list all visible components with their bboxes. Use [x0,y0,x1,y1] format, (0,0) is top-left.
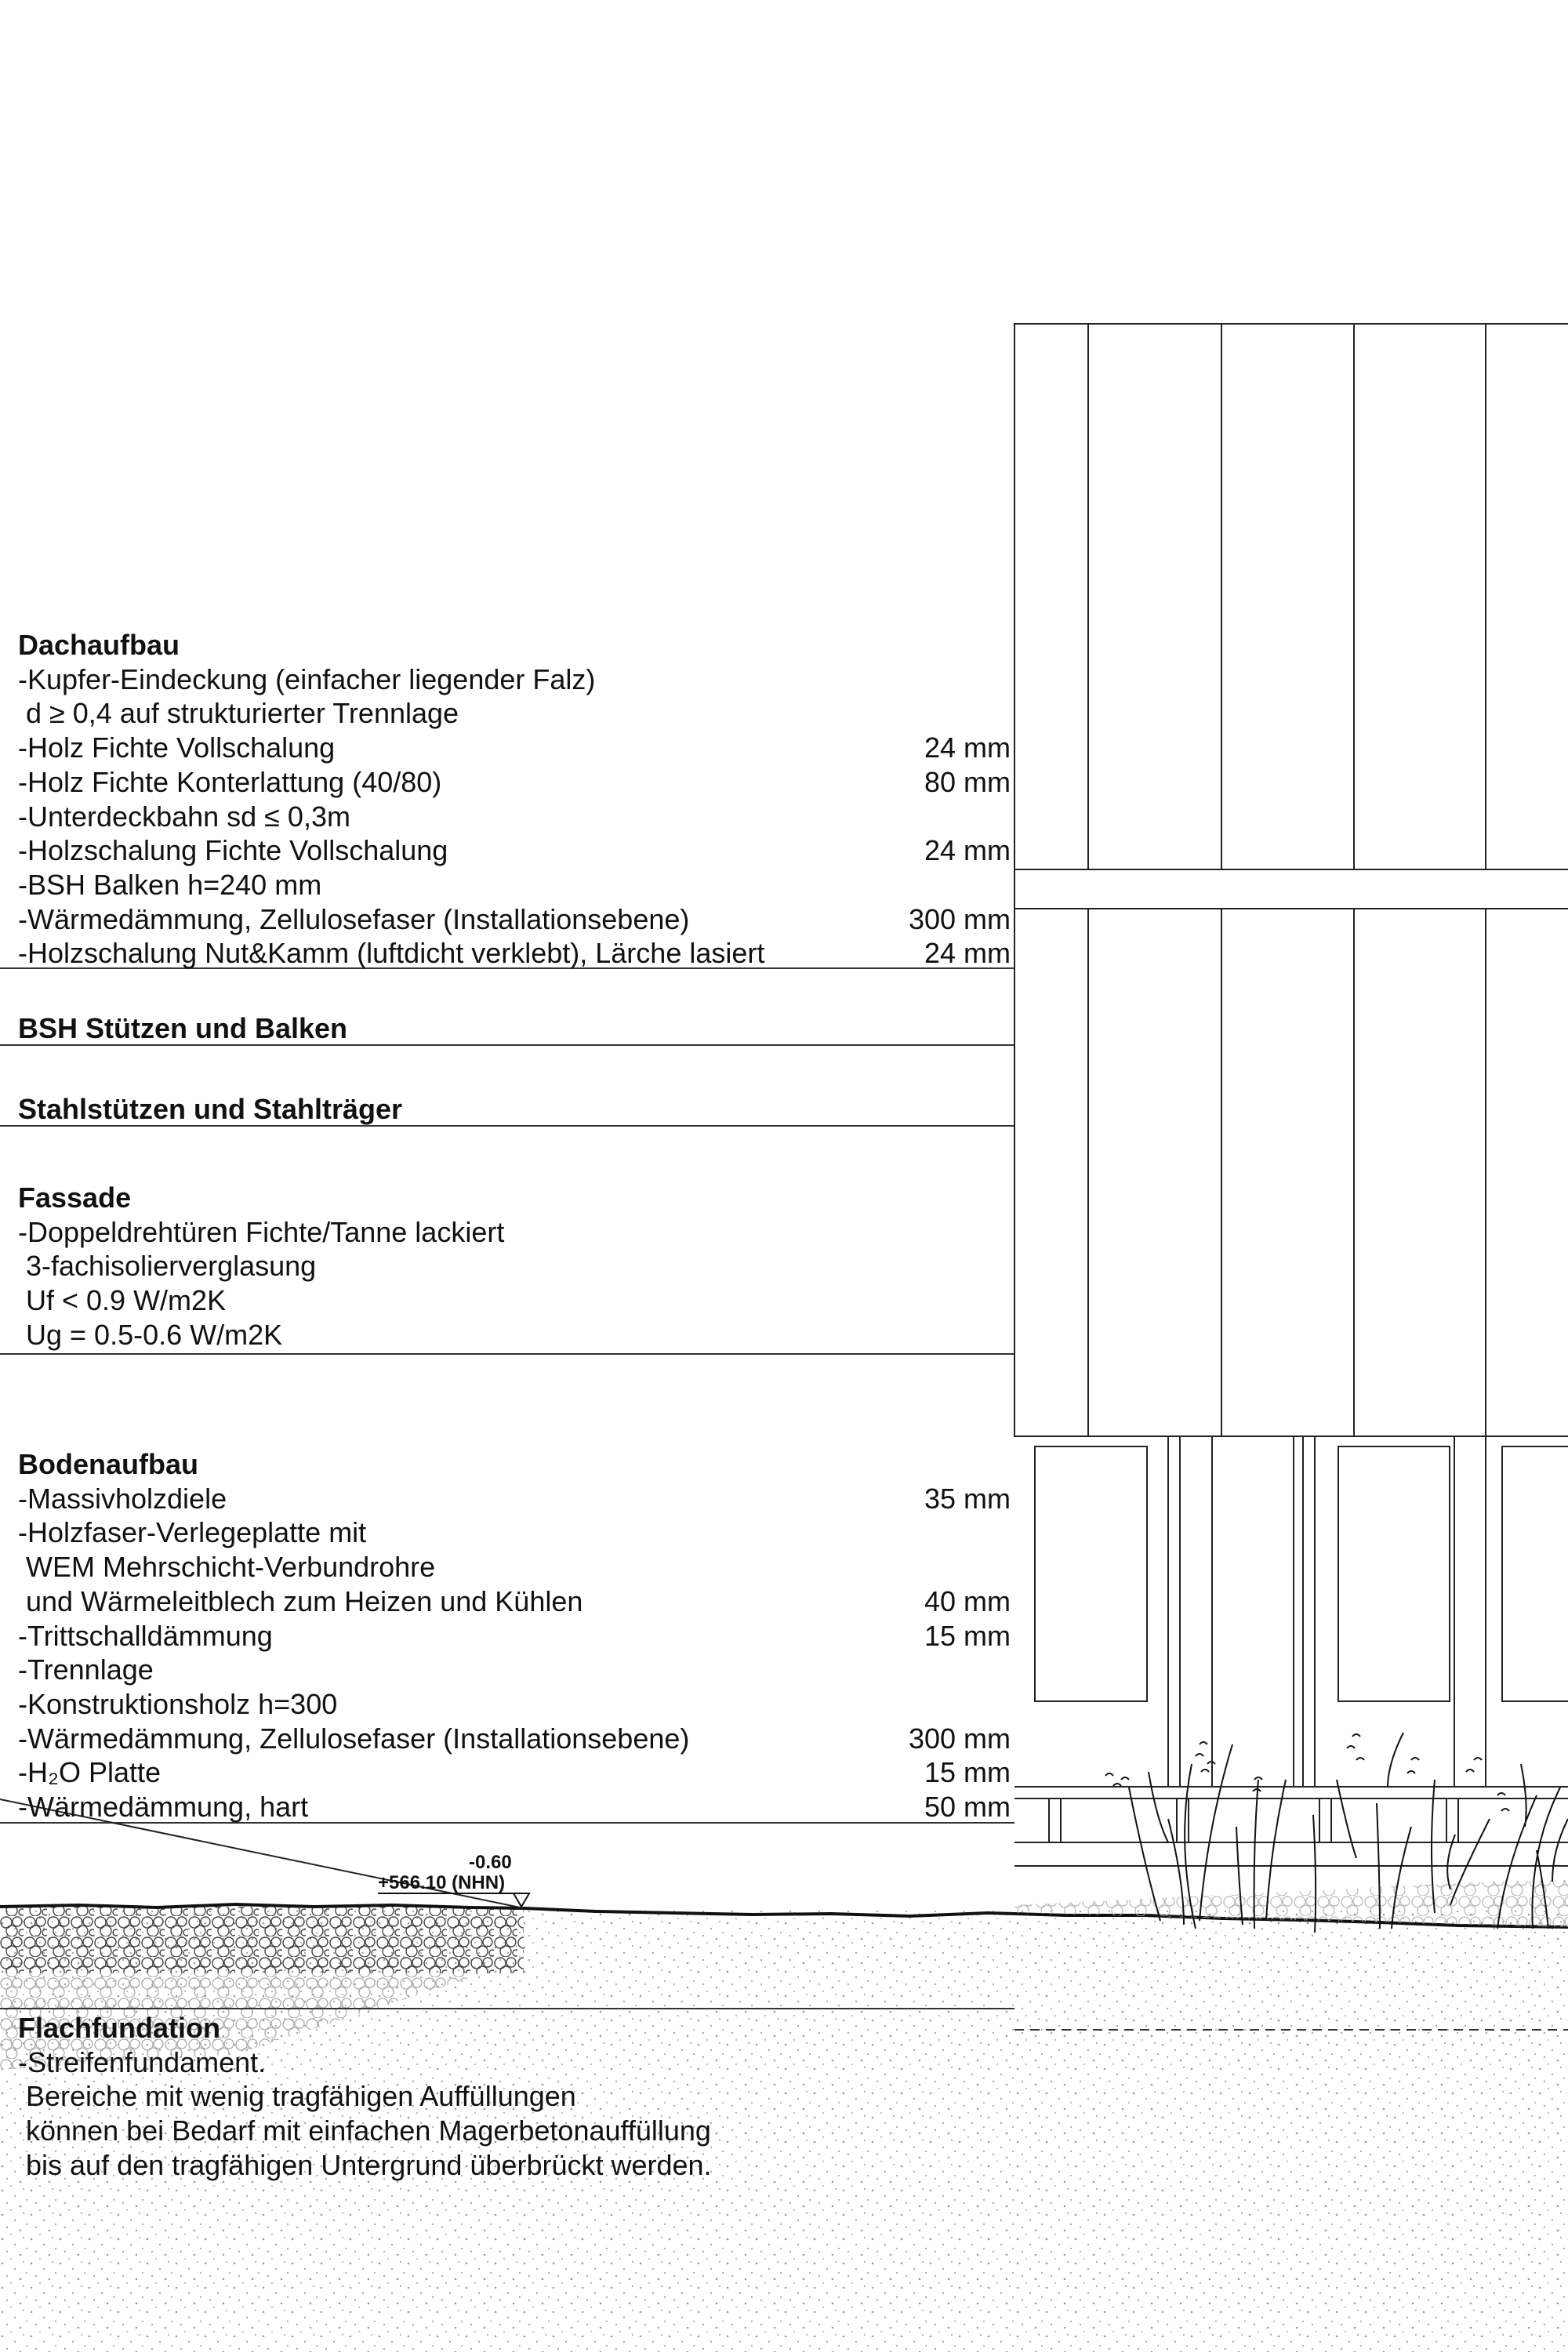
layer-text: -Trennlage [18,1653,154,1686]
facade-doors [1014,1436,1568,1866]
layer-thickness: 35 mm [924,1482,1011,1515]
layer-text: bis auf den tragfähigen Untergrund überbrückt werden. [18,2148,712,2181]
layer-thickness: 50 mm [924,1791,1011,1824]
layer-row [18,1687,1011,1722]
layer-text: -BSH Balken h=240 mm [18,868,322,901]
layer-thickness: 24 mm [924,834,1011,867]
layer-list [18,1215,1011,1352]
layer-thickness: 24 mm [924,937,1011,970]
facade-upper [1014,324,1568,1436]
layer-text: -Holz Fichte Konterlattung (40/80) [18,765,442,798]
layer-row [18,868,1011,902]
layer-text: Bereiche mit wenig tragfähigen Auffüllungen [18,2080,576,2113]
layer-text: 3-fachisolierverglasung [18,1250,317,1283]
layer-row [18,1482,1011,1516]
section-title: Bodenaufbau [18,1448,198,1480]
layer-text: -Konstruktionsholz h=300 [18,1687,338,1720]
layer-row [18,2079,1011,2114]
layer-thickness: 40 mm [924,1584,1011,1617]
layer-row [18,2045,1011,2080]
section-fassade [18,1181,1011,1352]
grass-seedheads [1105,1734,1509,1811]
level-absolute: +566.10 (NHN) [378,1872,506,1893]
layer-thickness: 80 mm [924,765,1011,798]
layer-text: Ug = 0.5-0.6 W/m2K [18,1318,283,1351]
layer-row [18,936,1011,971]
layer-list [18,662,1011,971]
layer-text: -Kupfer-Eindeckung (einfacher liegender Falz) [18,662,596,695]
level-triangle-icon [514,1893,529,1907]
layer-text: -Holzschalung Nut&Kamm (luftdicht verklebt), Lärche lasiert [18,937,765,970]
layer-text: -Wärmedämmung, Zellulosefaser (Installationsebene) [18,1722,690,1755]
layer-thickness: 300 mm [908,902,1011,935]
layer-row [18,1790,1011,1824]
layer-text: können bei Bedarf mit einfachen Magerbetonauffüllung [18,2114,711,2147]
layer-row [18,902,1011,937]
section-bodenaufbau [18,1447,1011,1824]
layer-text: -Streifenfundament. [18,2045,267,2078]
section-dachaufbau [18,628,1011,971]
layer-text: d ≥ 0,4 auf strukturierter Trennlage [18,697,459,730]
layer-row [18,1550,1011,1584]
layer-text: Uf < 0.9 W/m2K [18,1284,227,1317]
layer-text: -Massivholzdiele [18,1482,227,1515]
layer-row [18,800,1011,834]
layer-row [18,1722,1011,1756]
layer-thickness: 15 mm [924,1619,1011,1652]
section-title: Dachaufbau [18,629,180,661]
layer-list [18,2045,1011,2183]
layer-text: -Doppeldrehtüren Fichte/Tanne lackiert [18,1215,505,1248]
layer-text: -Unterdeckbahn sd ≤ 0,3m [18,800,350,833]
layer-text: -Wärmedämmung, Zellulosefaser (Installationsebene) [18,902,690,935]
layer-row [18,1755,1011,1790]
layer-text: -H₂O Platte [18,1756,162,1789]
layer-text: -Holzschalung Fichte Vollschalung [18,834,448,867]
section-title: BSH Stützen und Balken [18,1012,348,1044]
layer-row [18,1584,1011,1619]
section-title: Stahlstützen und Stahlträger [18,1093,403,1125]
layer-text: -Wärmedämmung, hart [18,1791,309,1824]
layer-row [18,2148,1011,2183]
layer-thickness: 24 mm [924,731,1011,764]
layer-thickness: 300 mm [908,1722,1011,1755]
layer-text: -Holzfaser-Verlegeplatte mit [18,1516,367,1549]
layer-row [18,1318,1011,1352]
layer-row [18,1619,1011,1653]
section-title: Flachfundation [18,2012,220,2044]
layer-row [18,2114,1011,2148]
level-relative: -0.60 [469,1852,512,1873]
layer-row [18,696,1011,731]
layer-text: -Holz Fichte Vollschalung [18,731,336,764]
layer-row [18,765,1011,800]
layer-row [18,833,1011,868]
layer-text: und Wärmeleitblech zum Heizen und Kühlen [18,1584,583,1617]
section-stahl [18,1092,1011,1127]
layer-row [18,1215,1011,1250]
section-bsh [18,1011,1011,1046]
section-title: Fassade [18,1181,132,1214]
section-flachfundation [18,2011,1011,2183]
layer-text: -Trittschalldämmung [18,1619,273,1652]
layer-row [18,731,1011,765]
layer-row [18,1283,1011,1318]
layer-text: WEM Mehrschicht-Verbundrohre [18,1551,436,1584]
layer-row [18,662,1011,697]
layer-row [18,1515,1011,1550]
layer-row [18,1653,1011,1687]
layer-thickness: 15 mm [924,1756,1011,1789]
layer-row [18,1249,1011,1283]
layer-list [18,1482,1011,1824]
gravel-fill [0,1907,524,1973]
